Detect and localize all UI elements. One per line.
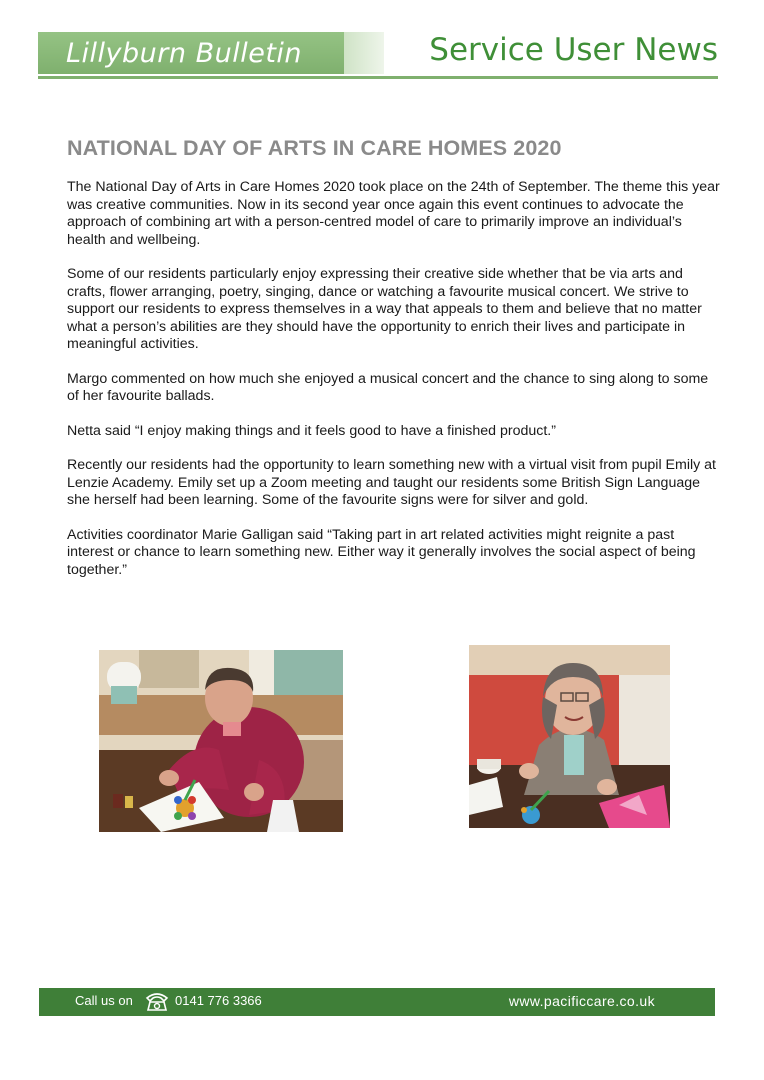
resident-smiling-photo [469,645,670,828]
brand-banner [38,32,344,74]
resident-smiling-illustration [469,645,670,828]
article-paragraph: Recently our residents had the opportunity to learn something new with a virtual visit from pupil Emily at Lenzie Academy. Emily set up a Zoom meeting and taught our residents some British Sign Language she herself had been learning. Some of the favourite signs were for silver and gold. [67,457,716,508]
header-divider [38,76,718,79]
website-link[interactable]: www.pacificcare.co.uk [508,993,655,1009]
article-paragraph: Netta said “I enjoy making things and it feels good to have a finished product.” [67,422,556,439]
brand-name: Lillyburn Bulletin [66,38,303,69]
call-us-label: Call us on [75,993,133,1008]
article-paragraph: Activities coordinator Marie Galligan said “Taking part in art related activities might reignite a past interest or chance to learn something new. Either way it generally involves the social aspect of being together.” [67,526,696,578]
article-headline: NATIONAL DAY OF ARTS IN CARE HOMES 2020 [67,136,562,160]
phone-number[interactable]: 0141 776 3366 [175,993,262,1008]
section-title: Service User News [429,32,718,68]
article-paragraph: The National Day of Arts in Care Homes 2020 took place on the 24th of September. The theme this year was creative communities. Now in its second year once again this event continues to advocate the approach of combining art with a person-centred model of care to primarily improve an individual’s health and wellbeing. [67,179,720,248]
article [67,136,721,596]
article-paragraph: Margo commented on how much she enjoyed a musical concert and the chance to sing along to some of her favourite ballads. [67,370,709,404]
article-paragraph: Some of our residents particularly enjoy expressing their creative side whether that be via arts and crafts, flower arranging, poetry, singing, dance or watching a favourite musical concert. We strive to support our residents to express themselves in a way that appeals to them and believe that no matter what a person’s abilities are they should have the opportunity to enrich their lives and participate in meaningful activities. [67,266,702,352]
brand-banner-tab [344,32,384,74]
resident-painting-illustration [99,650,343,832]
phone-icon [145,991,169,1012]
page-header [38,30,718,80]
resident-painting-photo [99,650,343,832]
page-footer [39,988,715,1016]
